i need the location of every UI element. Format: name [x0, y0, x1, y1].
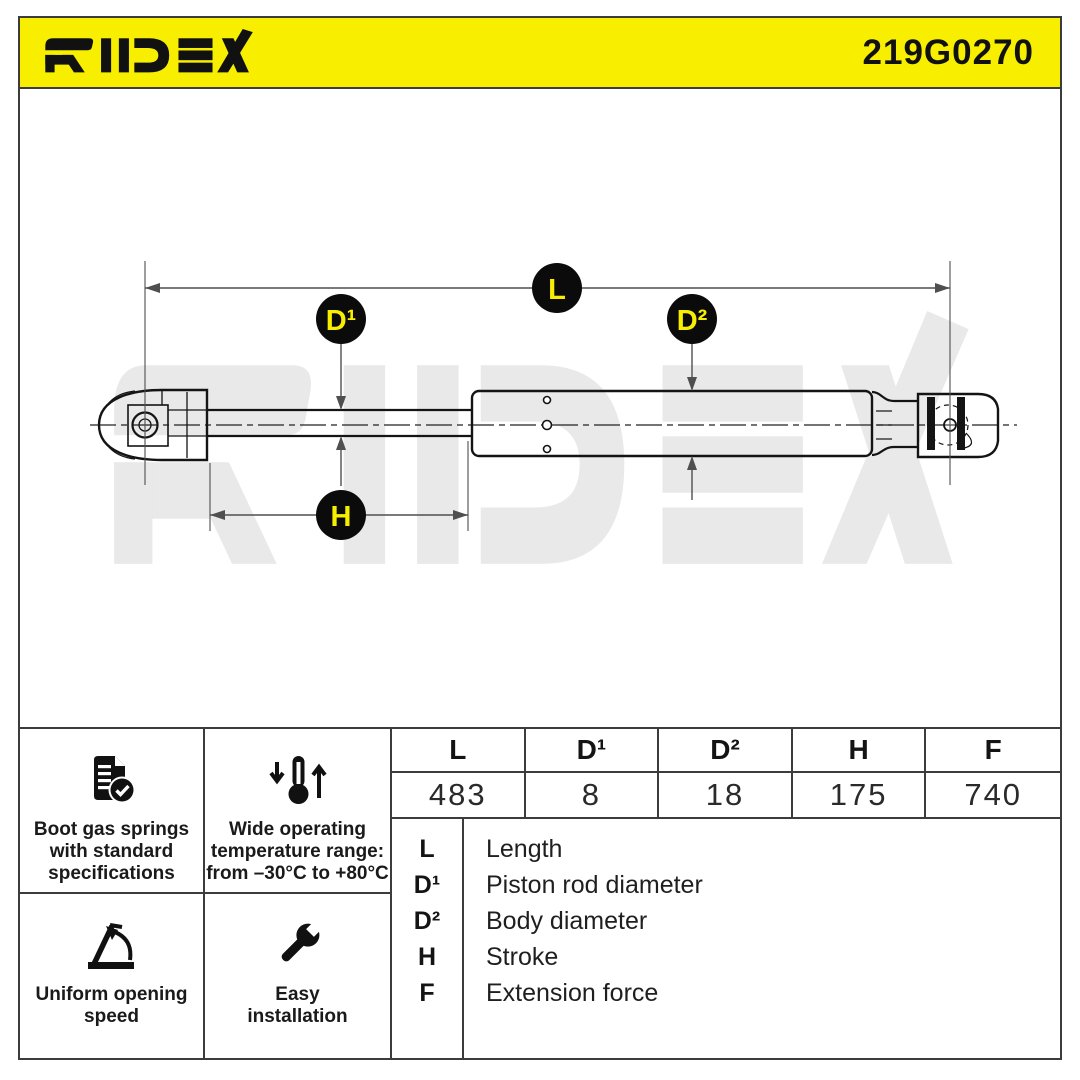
spec-footer	[20, 727, 1060, 1058]
gas-spring-diagram	[20, 89, 1060, 727]
feature-caption	[247, 984, 347, 1028]
feature-easy-installation	[205, 894, 390, 1059]
stroke-label: H	[330, 501, 352, 533]
content-frame	[18, 16, 1062, 1060]
legend-row-F	[392, 975, 1060, 1011]
thermometer-range-icon	[269, 749, 327, 811]
legend-desc: Length	[486, 834, 563, 863]
legend-desc: Body diameter	[486, 906, 648, 935]
feature-uniform-opening	[20, 894, 205, 1059]
caption-line: installation	[247, 1005, 348, 1027]
caption-line: temperature range:	[210, 841, 385, 862]
feature-temperature-range	[205, 729, 390, 894]
ridex-logo-icon	[40, 29, 255, 77]
document-check-icon	[84, 749, 140, 811]
legend-desc: Stroke	[486, 942, 559, 971]
caption-line: Wide operating	[228, 819, 367, 840]
spec-value-L: 483	[392, 773, 526, 819]
caption-line: from –30°C to +80°C	[206, 863, 389, 884]
legend-key: L	[419, 834, 435, 863]
caption-line: speed	[84, 1005, 139, 1027]
feature-caption	[36, 984, 188, 1028]
spec-header-L: L	[392, 729, 526, 773]
caption-line: with standard	[49, 841, 174, 862]
spec-header-F: F	[926, 729, 1060, 773]
spec-legend	[392, 819, 1060, 1058]
spec-value-H: 175	[793, 773, 927, 819]
spec-value-F: 740	[926, 773, 1060, 819]
legend-row-L	[392, 831, 1060, 867]
spec-header-H: H	[793, 729, 927, 773]
caption-line: Boot gas springs	[33, 819, 190, 840]
feature-standard-specs	[20, 729, 205, 894]
legend-row-D2	[392, 903, 1060, 939]
caption-line: Easy	[275, 983, 320, 1005]
technical-drawing	[20, 89, 1060, 725]
feature-grid	[20, 729, 392, 1058]
spec-header-D1: D¹	[526, 729, 660, 773]
rod-diameter-label: D¹	[325, 305, 357, 337]
legend-row-D1	[392, 867, 1060, 903]
length-label: L	[548, 274, 566, 306]
brand-header	[20, 18, 1060, 89]
spec-value-D2: 18	[659, 773, 793, 819]
wrench-icon	[270, 914, 326, 976]
body-diameter-label: D²	[676, 305, 708, 337]
feature-caption	[34, 819, 189, 885]
feature-caption	[206, 819, 389, 885]
part-number: 219G0270	[862, 32, 1034, 72]
legend-desc: Extension force	[486, 978, 659, 1007]
ridex-watermark-icon	[114, 311, 968, 564]
legend-key: F	[419, 978, 435, 1007]
legend-desc: Piston rod diameter	[486, 870, 703, 899]
legend-key: H	[417, 942, 437, 971]
spec-table	[392, 729, 1060, 819]
legend-row-H	[392, 939, 1060, 975]
spec-value-D1: 8	[526, 773, 660, 819]
opening-angle-icon	[84, 914, 140, 976]
spec-header-D2: D²	[659, 729, 793, 773]
caption-line: specifications	[48, 863, 175, 884]
legend-key: D¹	[413, 870, 441, 899]
legend-key: D²	[413, 906, 441, 935]
caption-line: Uniform opening	[35, 983, 188, 1005]
spec-panel	[392, 729, 1060, 1058]
